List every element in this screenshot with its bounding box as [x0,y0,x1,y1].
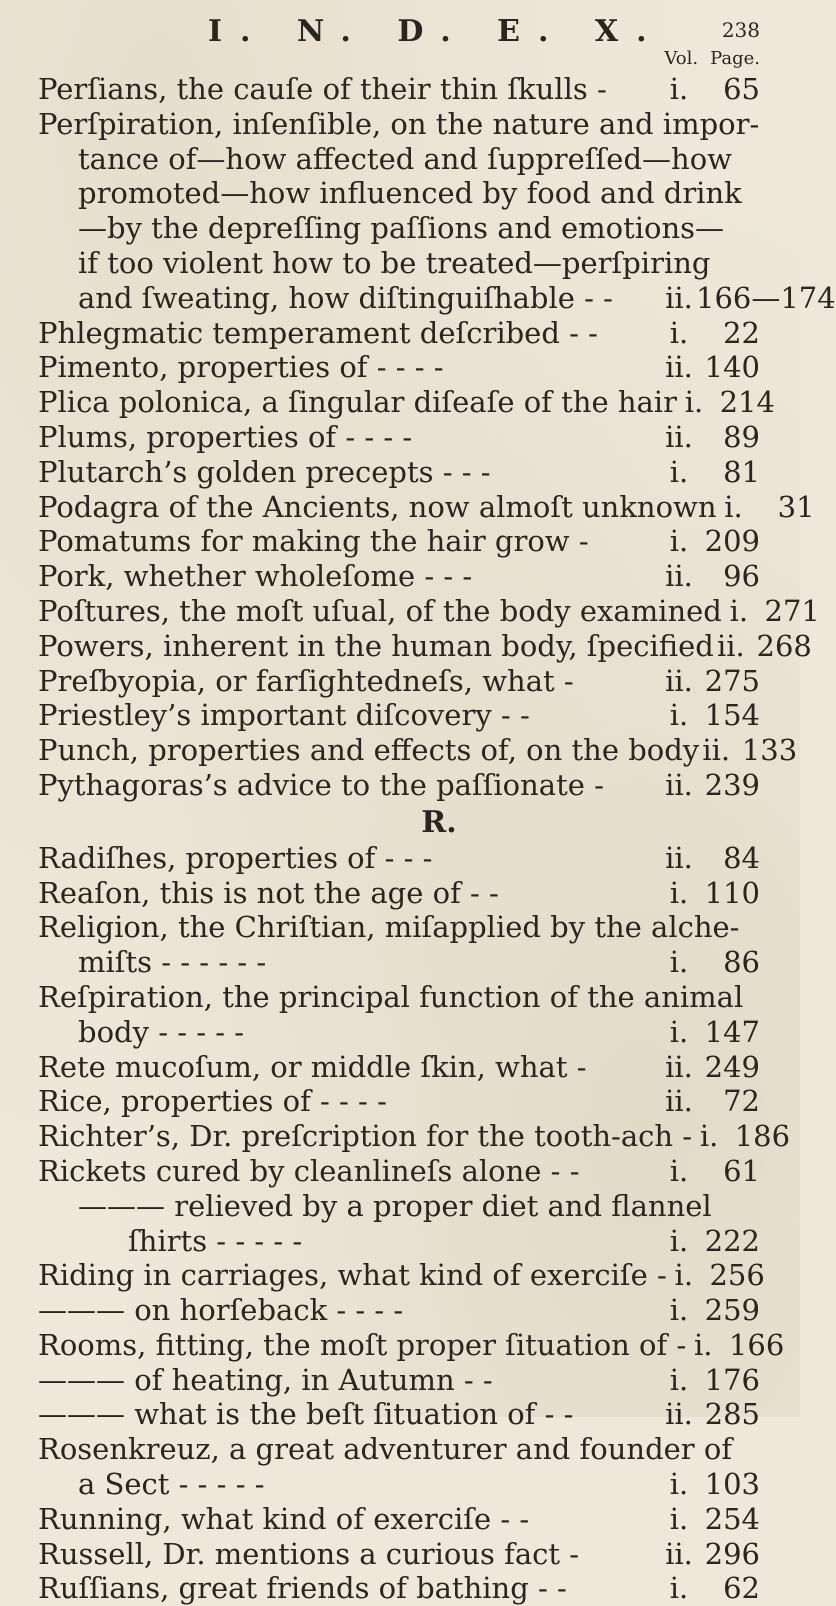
index-entry-page: 22 [723,315,760,350]
index-entry [38,1397,760,1432]
index-entry-text: Rosenkreuz, a great adventurer and founder of [38,1432,733,1467]
index-entry [38,385,775,420]
index-entry-volume: ii. [665,1536,693,1571]
index-entry-text: a Sect - - - - - [78,1467,265,1502]
index-entry [38,768,760,803]
index-entry-page: 86 [723,945,760,980]
index-entry [38,664,760,699]
column-header-vol: Vol. [664,48,699,69]
index-entry-text: if too violent how to be treated—perſpiring [78,245,711,280]
index-entry-volume: i. [669,1223,689,1258]
index-entry-text: body - - - - - [78,1014,245,1049]
index-entry-volume: ii. [716,628,745,663]
index-entry [38,980,760,1015]
index-entry-page: 271 [764,593,820,628]
index-entry-text: miſts - - - - - - [78,945,267,980]
index-entry [38,593,820,629]
index-entry [38,489,815,525]
index-entry-text: Plums, properties of - - - - [38,419,413,454]
running-head-title: I. N. D. E. X. [208,14,665,49]
index-entry-volume: ii. [665,1049,693,1084]
index-entry-page: 214 [719,385,775,420]
index-entry [38,1119,791,1154]
index-entry [38,1154,760,1189]
index-entry [38,945,760,980]
index-entry-page: 140 [704,350,760,385]
index-entry-volume: ii. [665,350,693,385]
index-entry-text: Running, what kind of exerciſe - - [38,1501,530,1536]
index-entry-text: Pomatums for making the hair grow - [38,524,589,559]
index-entry-volume: ii. [665,663,693,698]
index-entry-page: 275 [704,663,760,698]
index-entry [38,910,760,945]
index-entry-text: Religion, the Chriſtian, miſapplied by the alche- [38,910,740,945]
index-entry-page: 81 [723,454,760,489]
index-entry-page: 259 [704,1293,760,1328]
index-entry-volume: i. [699,1119,719,1154]
index-entry-volume: i. [669,454,689,489]
index-entry-page: 222 [704,1223,760,1258]
index-entry-text: Pork, whether wholeſome - - - [38,559,473,594]
index-entry [38,211,760,246]
index-entry-page: 176 [704,1362,760,1397]
index-entry-text: tance of—how affected and ſuppreſſed—how [78,141,732,176]
index-entry-volume: ii. [665,767,693,802]
index-entry-text: Plutarch’s golden precepts - - - [38,454,491,489]
index-entry-volume: i. [669,1362,689,1397]
index-entry-volume: i. [669,945,689,980]
index-entry [38,841,760,876]
index-entry-page: 296 [704,1536,760,1571]
index-entry-page: 209 [704,524,760,559]
index-entry-text: ——— what is the beſt ſituation of - - [38,1397,574,1432]
index-entry-text: Powers, inherent in the human body, ſpecified [38,628,714,663]
index-entry [38,455,760,490]
index-entry [38,733,798,768]
index-entry-page: 103 [704,1467,760,1502]
index-entry [38,1502,760,1537]
index-entry [38,1363,760,1398]
column-header [38,48,760,70]
index-entry-page: 285 [704,1397,760,1432]
index-entry-text: Rickets cured by cleanlineſs alone - - [38,1153,580,1188]
index-entry-text: Priestley’s important diſcovery - - [38,698,530,733]
index-entry-page: 256 [709,1258,765,1293]
index-entry [38,316,760,351]
index-entry [38,1189,760,1224]
index-entry-text: ——— of heating, in Autumn - - [38,1362,493,1397]
index-entry [38,1050,760,1085]
index-entry-text: Preſbyopia, or farſightedneſs, what - [38,663,574,698]
index-entry-text: Radiſhes, properties of - - - [38,840,433,875]
index-entry-page: 31 [777,489,815,524]
index-entry-volume: i. [694,1327,713,1362]
index-entry [38,1084,760,1119]
index-entry-text: —by the depreſſing paſſions and emotions— [78,211,725,246]
index-entry [38,559,760,594]
index-entry [38,698,760,733]
index-entry-text: ——— relieved by a proper diet and flannel [78,1188,712,1223]
index-entry-volume: i. [724,489,743,524]
index-entry-text: promoted—how influenced by food and drink [78,176,742,211]
index-entry-text: Riding in carriages, what kind of exerciſe - [38,1258,667,1293]
index-entry-text: Rooms, fitting, the moſt proper ſituation of - [38,1327,687,1362]
index-entry-page: 254 [704,1501,760,1536]
index-entry [38,107,760,142]
index-entry-volume: ii. [665,280,693,315]
index-entry-text: Richter’s, Dr. preſcription for the tooth-ach - [38,1119,693,1154]
index-entry-text: Ruſſians, great friends of bathing - - [38,1571,567,1606]
index-entry-page: 72 [723,1084,760,1119]
index-entry-volume: ii. [665,840,693,875]
index-entry-volume: i. [669,1293,689,1328]
index-entry-volume: i. [674,1258,694,1293]
index-entry-text: Punch, properties and effects of, on the body [38,733,700,768]
index-entry-volume: i. [669,1571,689,1606]
index-entry-volume: ii. [665,1397,693,1432]
index-entry-text: Perſians, the cauſe of their thin ſkulls - [38,72,607,106]
index-entry-volume: i. [669,1501,689,1536]
index-entry [38,524,760,559]
index-entry-text: Rice, properties of - - - - [38,1084,387,1119]
index-entry [38,176,760,211]
index-entry-text: Plica polonica, a ſingular diſeaſe of the hair [38,385,677,420]
index-entry [38,1571,760,1606]
index-entry-text: Reſpiration, the principal function of the animal [38,979,744,1014]
index-entry-volume: i. [669,1467,689,1502]
index-entry-page: 166—174 [696,280,836,315]
index-section-p [38,72,836,803]
index-entry-text: Pythagoras’s advice to the paſſionate - [38,767,604,802]
index-entry [38,1537,760,1572]
section-letter-r: R. [421,804,457,840]
index-entry-volume: ii. [665,419,693,454]
index-entry-text: Podagra of the Ancients, now almoſt unknown [38,489,717,524]
index-entry-volume: ii. [665,1084,693,1119]
index-entry [38,1258,765,1293]
index-entry-volume: i. [669,1014,689,1049]
page-number: 238 [721,18,760,42]
index-entry-page: 133 [741,733,798,768]
index-section-r [38,840,791,1606]
index-entry-page: 249 [704,1049,760,1084]
index-entry-page: 110 [704,875,760,910]
index-entry-page: 239 [704,767,760,802]
index-entry-volume: i. [729,593,749,628]
index-entry-volume: i. [669,524,689,559]
index-entry [38,1467,760,1502]
index-entry-page: 166 [728,1327,785,1362]
index-entry-text: ——— on horſeback - - - - [38,1293,404,1328]
index-entry-volume: ii. [702,733,731,768]
index-entry-text: Russell, Dr. mentions a curious fact - [38,1536,580,1571]
index-entry-text: ſhirts - - - - - [128,1223,303,1258]
index-entry-page: 62 [723,1571,760,1606]
index-entry-volume: i. [669,315,689,350]
index-entry-page: 186 [734,1119,791,1154]
index-entry [38,1327,785,1363]
index-entry [38,72,760,107]
index-entry [38,280,836,316]
index-entry-text: and ſweating, how diſtinguiſhable - - [78,280,613,315]
index-entry-text: Perſpiration, inſenſible, on the nature and impor- [38,106,760,141]
index-entry [38,628,812,664]
index-entry-page: 61 [723,1153,760,1188]
index-entry [38,350,760,385]
index-entry [38,246,760,281]
index-entry-volume: i. [684,385,704,420]
index-entry-text: Poſtures, the moſt uſual, of the body examined [38,593,722,628]
index-entry-volume: i. [669,1153,689,1188]
index-entry-page: 96 [723,559,760,594]
index-entry [38,1432,760,1467]
index-entry-volume: i. [669,698,689,733]
index-entry [38,1224,760,1259]
column-header-page: Page. [710,48,760,69]
index-entry [38,876,760,911]
index-entry-text: Rete mucoſum, or middle ſkin, what - [38,1049,587,1084]
index-entry-volume: ii. [665,559,693,594]
index-entry-text: Reaſon, this is not the age of - - [38,875,499,910]
index-entry-page: 154 [704,698,760,733]
index-entry-page: 147 [704,1014,760,1049]
index-entry [38,1015,760,1050]
index-entry-text: Pimento, properties of - - - - [38,350,444,385]
index-entry-volume: i. [669,875,689,910]
index-entry [38,420,760,455]
index-entry-text: Phlegmatic temperament deſcribed - - [38,315,598,350]
index-entry-volume: i. [669,72,689,106]
index-entry [38,142,760,177]
index-entry-page: 268 [756,628,812,663]
index-entry-page: 84 [723,840,760,875]
index-entry-page: 89 [723,419,760,454]
index-entry [38,1293,760,1328]
index-entry-page: 65 [723,72,760,106]
